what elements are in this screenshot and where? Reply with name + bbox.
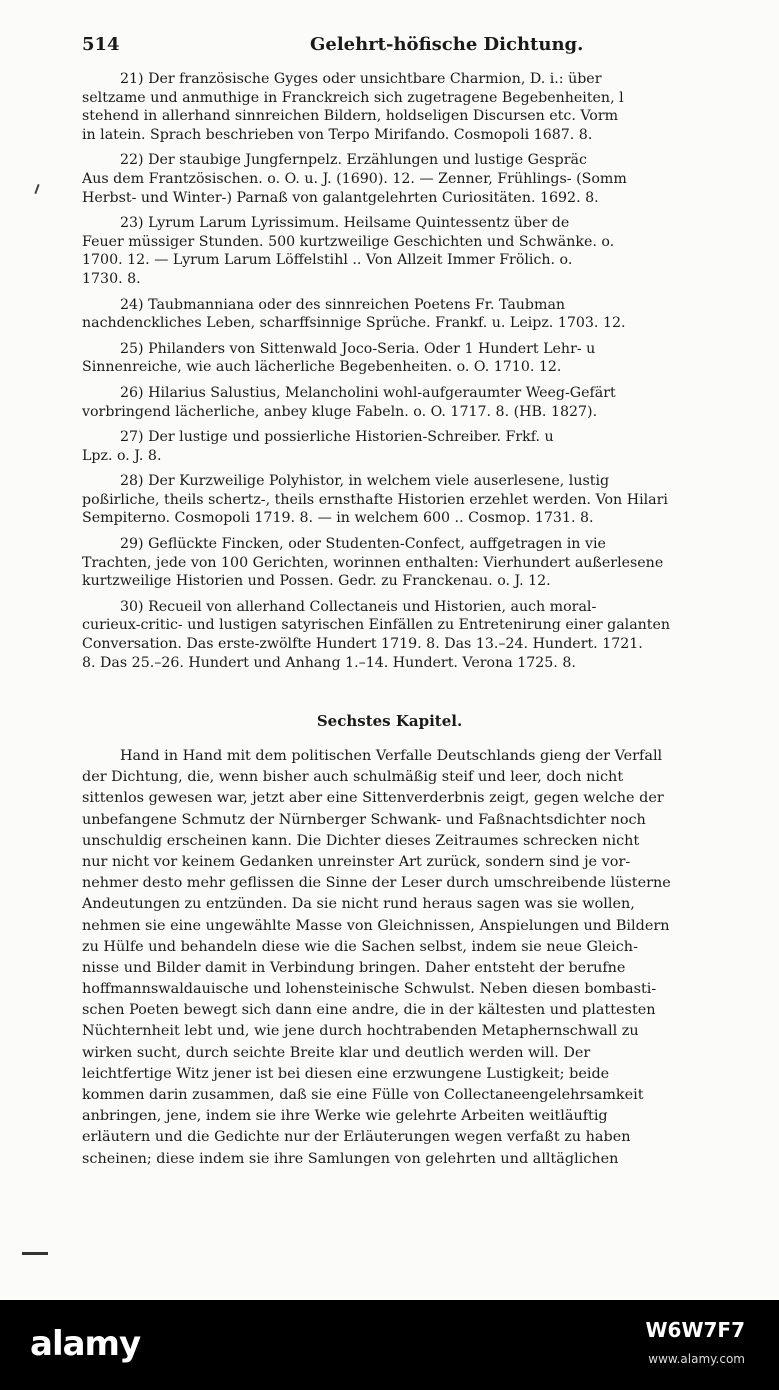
paragraph-line: unschuldig erscheinen kann. Die Dichter dieses Zeitraumes schrecken nicht bbox=[82, 832, 640, 849]
bibliography-entry bbox=[82, 384, 779, 421]
margin-mark bbox=[34, 184, 39, 194]
entry-line: Conversation. Das erste-zwölfte Hundert 1719. 8. Das 13.–24. Hundert. 1721. bbox=[82, 636, 643, 653]
chapter-heading: Sechstes Kapitel. bbox=[316, 712, 463, 730]
bibliography-entry bbox=[82, 214, 779, 288]
paragraph-line: sittenlos gewesen war, jetzt aber eine Sittenverderbnis zeigt, gegen welche der bbox=[82, 790, 664, 807]
entry-line: stehend in allerhand sinnreichen Bildern, holdseligen Discursen etc. Vorm bbox=[82, 108, 619, 125]
paragraph-line: nisse und Bilder damit in Verbindung bringen. Daher entsteht der berufne bbox=[82, 959, 626, 976]
entry-line: 1730. 8. bbox=[82, 270, 141, 287]
paragraph-line: zu Hülfe und behandeln diese wie die Sachen selbst, indem sie neue Gleich- bbox=[82, 938, 638, 955]
entry-line: 26) Hilarius Salustius, Melancholini wohl-aufgeraumter Weeg-Gefärt bbox=[120, 384, 616, 401]
bibliography-entry bbox=[82, 598, 779, 672]
entry-line: curieux-critic- und lustigen satyrischen Einfällen zu Entretenirung einer galanten bbox=[82, 617, 671, 634]
entry-line: 30) Recueil von allerhand Collectaneis und Historien, auch moral- bbox=[120, 598, 597, 615]
alamy-logo: alamy bbox=[30, 1324, 141, 1364]
bibliography-entry bbox=[82, 340, 779, 377]
bibliography-entry bbox=[82, 472, 779, 528]
entry-line: 29) Geflückte Fincken, oder Studenten-Confect, auffgetragen in vie bbox=[120, 536, 606, 553]
entry-line: Feuer müssiger Stunden. 500 kurtzweilige Geschichten und Schwänke. o. bbox=[82, 233, 615, 250]
running-title: Gelehrt-höfische Dichtung. bbox=[310, 34, 584, 55]
entry-line: 22) Der staubige Jungfernpelz. Erzählungen und lustige Gespräc bbox=[120, 152, 587, 169]
paragraph-line: Hand in Hand mit dem politischen Verfalle Deutschlands gieng der Verfall bbox=[120, 748, 663, 764]
bibliography-entry bbox=[82, 535, 779, 591]
paragraph-line: scheinen; diese indem sie ihre Samlungen von gelehrten und alltäglichen bbox=[82, 1150, 619, 1167]
entry-line: vorbringend lächerliche, anbey kluge Fabeln. o. O. 1717. 8. (HB. 1827). bbox=[82, 403, 598, 420]
entry-line: Herbst- und Winter-) Parnaß von galantgelehrten Curiositäten. 1692. 8. bbox=[82, 189, 599, 206]
paragraph-line: hoffmannswaldauische und lohensteinische Schwulst. Neben diesen bombasti- bbox=[82, 981, 657, 998]
entry-line: 24) Taubmanniana oder des sinnreichen Poetens Fr. Taubman bbox=[120, 296, 566, 313]
entry-line: Sempiterno. Cosmopoli 1719. 8. — in welchem 600 .. Cosmop. 1731. 8. bbox=[82, 510, 594, 527]
paragraph-line: leichtfertige Witz jener ist bei diesen eine erzwungene Lustigkeit; beide bbox=[82, 1065, 610, 1082]
entry-line: Lpz. o. J. 8. bbox=[82, 447, 162, 464]
paragraph-line: kommen darin zusammen, daß sie eine Fülle von Collectaneengelehrsamkeit bbox=[82, 1087, 644, 1103]
paragraph-line: wirken sucht, durch seichte Breite klar und deutlich werden will. Der bbox=[82, 1044, 591, 1061]
paragraph-line: anbringen, jene, indem sie ihre Werke wie gelehrte Arbeiten weitläuftig bbox=[82, 1108, 608, 1125]
entry-line: 25) Philanders von Sittenwald Joco-Seria. Oder 1 Hundert Lehr- u bbox=[120, 340, 596, 357]
entry-line: 8. Das 25.–26. Hundert und Anhang 1.–14. Hundert. Verona 1725. 8. bbox=[82, 654, 576, 671]
entry-line: 21) Der französische Gyges oder unsichtbare Charmion, D. i.: über bbox=[120, 71, 602, 87]
body-paragraph bbox=[82, 746, 772, 1170]
paragraph-line: nehmen sie eine ungewählte Masse von Gleichnissen, Anspielungen und Bildern bbox=[82, 917, 670, 934]
paragraph-line: schen Poeten bewegt sich dann eine andre, die in der kältesten und plattesten bbox=[82, 1002, 656, 1019]
entry-line: seltzame und anmuthige in Franckreich sich zugetragene Begebenheiten, l bbox=[82, 89, 624, 106]
entry-line: 1700. 12. — Lyrum Larum Löffelstihl .. Von Allzeit Immer Frölich. o. bbox=[82, 252, 573, 269]
entry-line: nachdenckliches Leben, scharffsinnige Sprüche. Frankf. u. Leipz. 1703. 12. bbox=[82, 315, 626, 332]
entry-line: Trachten, jede von 100 Gerichten, worinnen enthalten: Vierhundert außerlesene bbox=[82, 554, 664, 571]
entry-line: Sinnenreiche, wie auch lächerliche Begebenheiten. o. O. 1710. 12. bbox=[82, 359, 562, 376]
entry-line: in latein. Sprach beschrieben von Terpo Mirifando. Cosmopoli 1687. 8. bbox=[82, 126, 593, 143]
bibliography-entry bbox=[82, 151, 779, 207]
entry-line: poßirliche, theils schertz-, theils ernsthafte Historien erzehlet werden. Von Hilari bbox=[82, 491, 668, 508]
paragraph-line: nur nicht vor keinem Gedanken unreinster Art zurück, sondern sind je vor- bbox=[82, 853, 631, 870]
entry-line: 28) Der Kurzweilige Polyhistor, in welchem viele auserlesene, lustig bbox=[120, 473, 610, 490]
bibliography-entry bbox=[82, 70, 779, 144]
bibliography-entry bbox=[82, 428, 779, 465]
page-header bbox=[82, 30, 759, 60]
bibliography-list bbox=[82, 70, 779, 679]
paragraph-line: unbefangene Schmutz der Nürnberger Schwank- und Faßnachtsdichter noch bbox=[82, 811, 646, 828]
paragraph-line: Andeutungen zu entzünden. Da sie nicht rund heraus sagen was sie wollen, bbox=[82, 896, 635, 913]
entry-line: kurtzweilige Historien und Possen. Gedr. zu Franckenau. o. J. 12. bbox=[82, 573, 551, 590]
image-id: W6W7F7 bbox=[645, 1318, 745, 1342]
page-number: 514 bbox=[82, 34, 120, 55]
watermark-bar bbox=[0, 1300, 779, 1390]
site-url: www.alamy.com bbox=[648, 1352, 745, 1366]
paragraph-line: erläutern und die Gedichte nur der Erläuterungen wegen verfaßt zu haben bbox=[82, 1129, 631, 1146]
paragraph-line: nehmer desto mehr geflissen die Sinne der Leser durch umschreibende lüsterne bbox=[82, 875, 671, 892]
entry-line: 23) Lyrum Larum Lyrissimum. Heilsame Quintessentz über de bbox=[120, 215, 570, 232]
bibliography-entry bbox=[82, 296, 779, 333]
paragraph-line: Nüchternheit lebt und, wie jene durch hochtrabenden Metaphernschwall zu bbox=[82, 1023, 639, 1040]
entry-line: 27) Der lustige und possierliche Historien-Schreiber. Frkf. u bbox=[120, 429, 554, 446]
margin-dash bbox=[22, 1252, 48, 1255]
paragraph-line: der Dichtung, die, wenn bisher auch schulmäßig steif und leer, doch nicht bbox=[82, 769, 624, 786]
entry-line: Aus dem Frantzösischen. o. O. u. J. (1690). 12. — Zenner, Frühlings- (Somm bbox=[82, 170, 627, 187]
